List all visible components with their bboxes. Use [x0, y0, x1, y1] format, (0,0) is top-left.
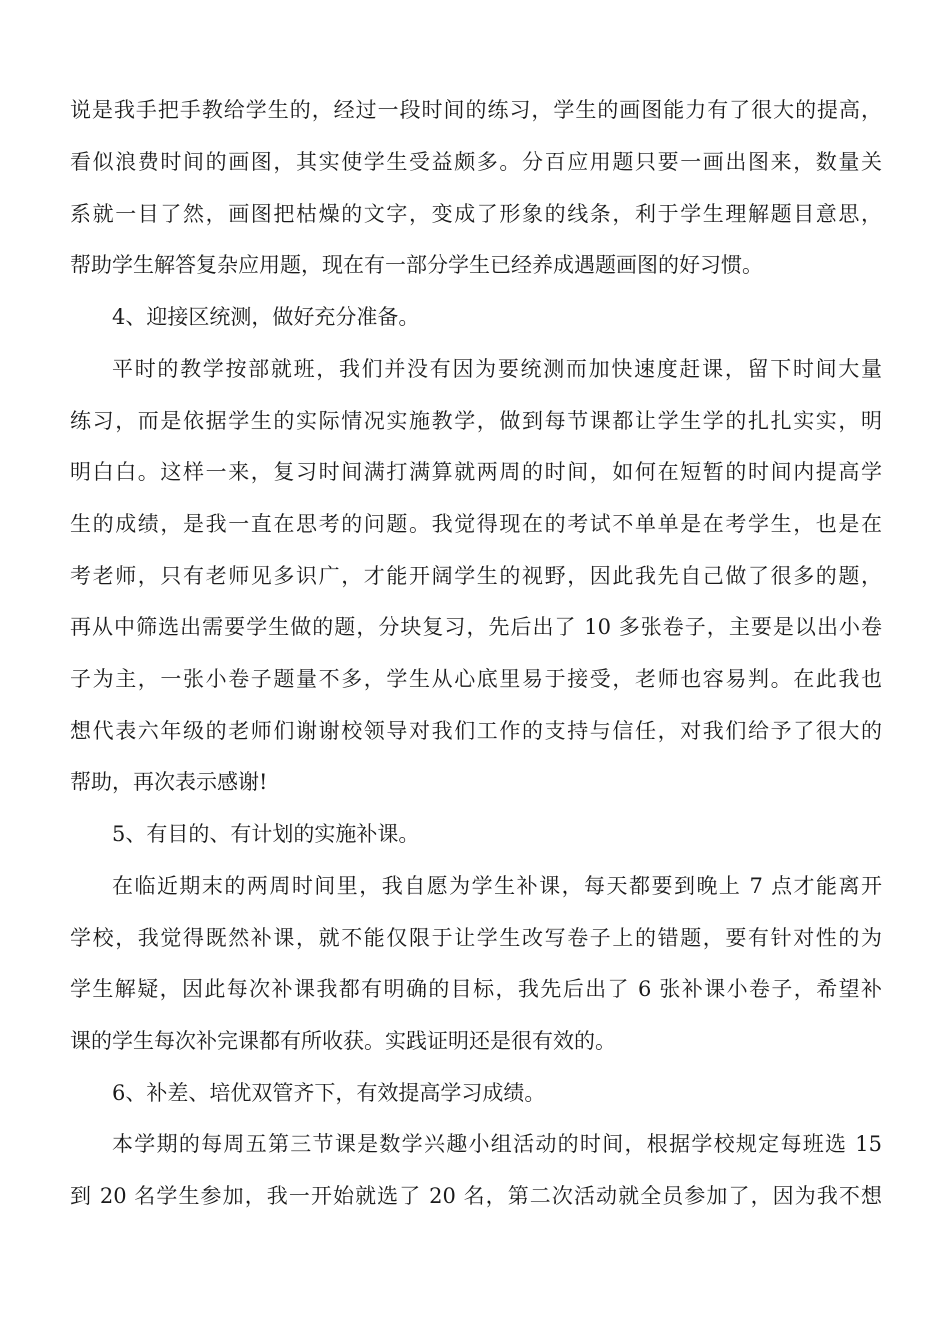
- section-heading: 6、补差、培优双管齐下，有效提高学习成绩。: [112, 1081, 546, 1105]
- paragraph-line: 练习，而是依据学生的实际情况实施教学，做到每节课都让学生学的扎扎实实，明: [70, 409, 882, 433]
- paragraph-line: 学生解疑，因此每次补课我都有明确的目标，我先后出了 6 张补课小卷子，希望补: [70, 977, 882, 1001]
- paragraph-line: 到 20 名学生参加，我一开始就选了 20 名，第二次活动就全员参加了，因为我不想: [70, 1184, 882, 1208]
- paragraph-line: 考老师，只有老师见多识广，才能开阔学生的视野，因此我先自己做了很多的题，: [70, 564, 882, 588]
- paragraph-line: 看似浪费时间的画图，其实使学生受益颇多。分百应用题只要一画出图来，数量关: [70, 150, 882, 174]
- paragraph-line: 想代表六年级的老师们谢谢校领导对我们工作的支持与信任，对我们给予了很大的: [70, 719, 882, 743]
- paragraph-line: 平时的教学按部就班，我们并没有因为要统测而加快速度赶课，留下时间大量: [112, 357, 882, 381]
- section-heading: 5、有目的、有计划的实施补课。: [112, 822, 420, 846]
- paragraph-line: 本学期的每周五第三节课是数学兴趣小组活动的时间，根据学校规定每班选 15: [112, 1132, 882, 1156]
- paragraph-line: 明白白。这样一来，复习时间满打满算就两周的时间，如何在短暂的时间内提高学: [70, 460, 882, 484]
- paragraph-line: 说是我手把手教给学生的，经过一段时间的练习，学生的画图能力有了很大的提高，: [70, 98, 882, 122]
- paragraph-line: 再从中筛选出需要学生做的题，分块复习，先后出了 10 多张卷子，主要是以出小卷: [70, 615, 882, 639]
- paragraph-line: 系就一目了然，画图把枯燥的文字，变成了形象的线条，利于学生理解题目意思，: [70, 202, 882, 226]
- paragraph-line: 子为主，一张小卷子题量不多，学生从心底里易于接受，老师也容易判。在此我也: [70, 667, 882, 691]
- paragraph-line: 生的成绩，是我一直在思考的问题。我觉得现在的考试不单单是在考学生，也是在: [70, 512, 882, 536]
- paragraph-line: 帮助学生解答复杂应用题，现在有一部分学生已经养成遇题画图的好习惯。: [70, 253, 763, 277]
- paragraph-line: 学校，我觉得既然补课，就不能仅限于让学生改写卷子上的错题，要有针对性的为: [70, 926, 882, 950]
- paragraph-line: 课的学生每次补完课都有所收获。实践证明还是很有效的。: [70, 1029, 616, 1053]
- section-heading: 4、迎接区统测，做好充分准备。: [112, 305, 420, 329]
- paragraph-line: 在临近期末的两周时间里，我自愿为学生补课，每天都要到晚上 7 点才能离开: [112, 874, 882, 898]
- paragraph-line: 帮助，再次表示感谢!: [70, 770, 268, 794]
